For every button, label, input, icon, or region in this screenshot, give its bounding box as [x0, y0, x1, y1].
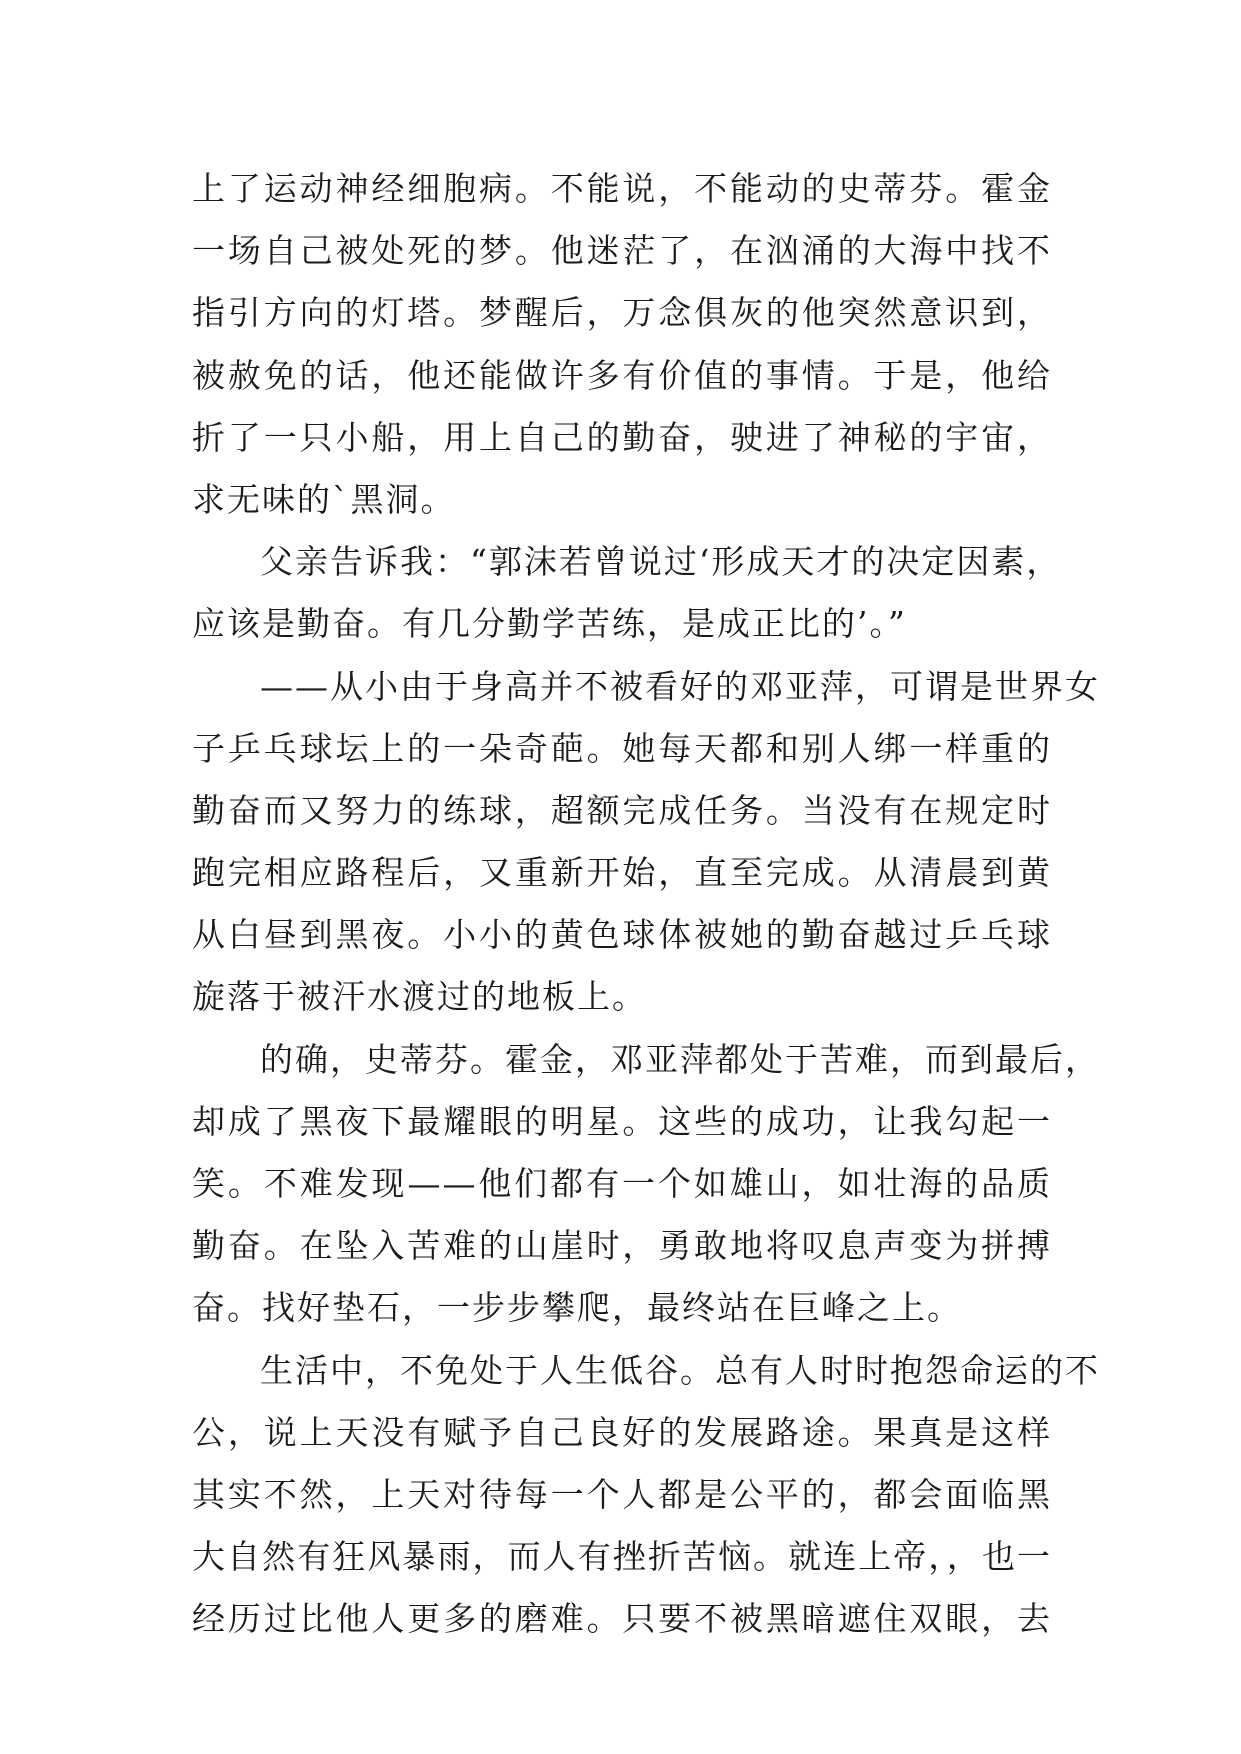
text-line: 折了一只小船，用上自己的勤奋，驶进了神秘的宇宙， — [192, 417, 1052, 457]
text-line: 指引方向的灯塔。梦醒后，万念俱灰的他突然意识到， — [192, 293, 1052, 333]
paragraph-first-line: ——从小由于身高并不被看好的邓亚萍，可谓是世界女 — [260, 666, 1100, 706]
text-line: 勤奋而又努力的练球，超额完成任务。当没有在规定时 — [192, 790, 1052, 830]
text-line: 奋。找好垫石，一步步攀爬，最终站在巨峰之上。 — [192, 1288, 962, 1328]
text-line: 上了运动神经细胞病。不能说，不能动的史蒂芬。霍金 — [192, 169, 1052, 208]
text-line: 子乒乓球坛上的一朵奇葩。她每天都和别人绑一样重的 — [192, 728, 1052, 768]
text-line: 求无味的`黑洞。 — [192, 479, 456, 519]
text-line: 大自然有狂风暴雨，而人有挫折苦恼。就连上帝，，也一 — [192, 1537, 1052, 1577]
text-line: 从白昼到黑夜。小小的黄色球体被她的勤奋越过乒乓球 — [192, 915, 1052, 955]
paragraph-first-line: 生活中，不免处于人生低谷。总有人时时抱怨命运的不 — [260, 1350, 1100, 1390]
text-line: 勤奋。在坠入苦难的山崖时，勇敢地将叹息声变为拼搏 — [192, 1226, 1052, 1266]
paragraph-first-line: 父亲告诉我：“郭沫若曾说过‘形成天才的决定因素， — [260, 542, 1062, 582]
text-line: 却成了黑夜下最耀眼的明星。这些的成功，让我勾起一 — [192, 1101, 1052, 1141]
text-line: 应该是勤奋。有几分勤学苦练，是成正比的’。” — [192, 604, 907, 644]
text-line: 旋落于被汗水渡过的地板上。 — [192, 977, 647, 1017]
essay-body — [192, 158, 1100, 1651]
text-line: 公，说上天没有赋予自己良好的发展路途。果真是这样 — [192, 1412, 1052, 1452]
text-line: 经历过比他人更多的磨难。只要不被黑暗遮住双眼，去 — [192, 1599, 1052, 1639]
text-line: 一场自己被处死的梦。他迷茫了，在汹涌的大海中找不 — [192, 231, 1052, 271]
text-line: 被赦免的话，他还能做许多有价值的事情。于是，他给 — [192, 355, 1052, 395]
text-line: 其实不然，上天对待每一个人都是公平的，都会面临黑 — [192, 1474, 1052, 1514]
text-line: 笑。不难发现——他们都有一个如雄山，如壮海的品质 — [192, 1164, 1052, 1203]
paragraph-first-line: 的确，史蒂芬。霍金，邓亚萍都处于苦难，而到最后， — [260, 1039, 1100, 1079]
text-line: 跑完相应路程后，又重新开始，直至完成。从清晨到黄 — [192, 853, 1052, 893]
